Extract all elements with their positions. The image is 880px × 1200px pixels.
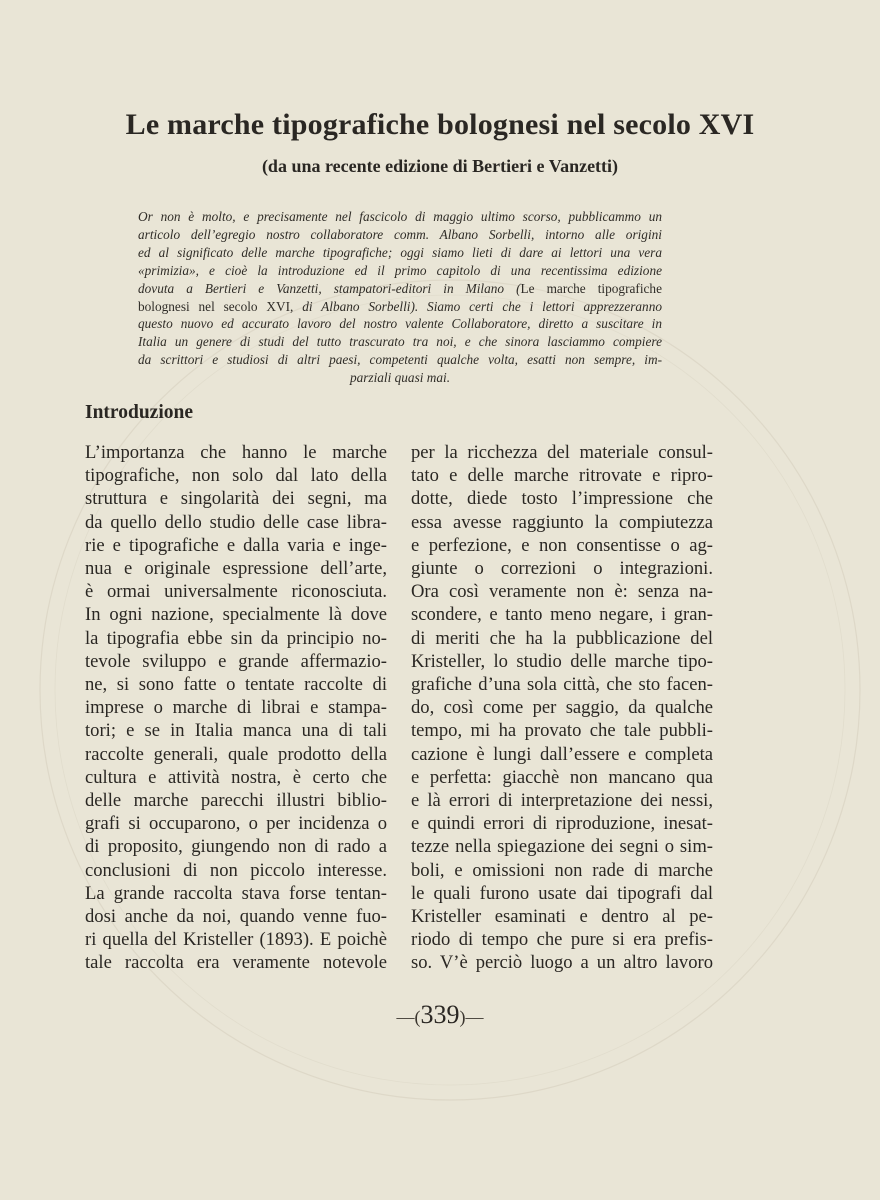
book-title-fragment: bolognesi nel secolo XVI,: [138, 298, 294, 314]
text-line: tevole sviluppo e grande affermazio-: [85, 650, 387, 672]
text-line: tipografiche, non solo dal lato della: [85, 465, 387, 487]
page-number-ornament-left: —(: [396, 1007, 421, 1027]
editorial-note: [138, 208, 662, 387]
text-line: Kristeller esaminati e dentro al pe-: [411, 906, 713, 928]
note-fragment: di Albano Sorbelli). Siamo certi che i lettori apprezzeranno: [293, 298, 662, 314]
left-text-column: [85, 441, 387, 975]
text-line: cazione è lungi dall’essere e completa: [411, 743, 713, 765]
text-line: tori; e se in Italia manca una di tali: [85, 720, 387, 742]
page-number-value: 339: [420, 1000, 460, 1029]
text-line: cultura e attività nostra, è certo che: [85, 766, 387, 788]
text-line: so. V’è perciò luogo a un altro lavoro: [411, 952, 713, 974]
text-line: L’importanza che hanno le marche: [85, 442, 387, 463]
note-line: da scrittori e studiosi di altri paesi, competenti qualche volta, esatti non sempre, im-: [138, 352, 662, 368]
text-line: ri quella del Kristeller (1893). E poichè: [85, 929, 387, 951]
note-line: Or non è molto, e precisamente nel fascicolo di maggio ultimo scorso, pubblicammo un: [138, 209, 662, 224]
text-line: tato e delle marche ritrovate e ripro-: [411, 465, 713, 487]
text-line: di proposito, giungendo non di rado a: [85, 836, 387, 858]
text-line: dosi anche da noi, quando venne fuo-: [85, 906, 387, 928]
text-line: Ora così veramente non è: senza na-: [411, 581, 713, 603]
text-line: boli, e omissioni non rade di marche: [411, 859, 713, 881]
text-line: le quali furono usate dai tipografi dal: [411, 882, 713, 904]
text-line: delle marche parecchi illustri biblio-: [85, 790, 387, 812]
note-line: «primizia», e cioè la introduzione ed il primo capitolo di una recentissima edizione: [138, 262, 662, 278]
text-line: e quindi errori di riproduzione, inesat-: [411, 813, 713, 835]
text-line: essa avesse raggiunto la compiutezza: [411, 511, 713, 533]
text-line: tale raccolta era veramente notevole: [85, 952, 387, 974]
note-line: questo nuovo ed accurato lavoro del nostro valente Collaboratore, diretto a suscitare in: [138, 316, 662, 332]
text-line: Kristeller, lo studio delle marche tipo-: [411, 650, 713, 672]
text-line: nua e originale espressione dell’arte,: [85, 558, 387, 580]
text-line: da quello dello studio delle case libra-: [85, 511, 387, 533]
text-line: e là errori di interpretazione dei nessi,: [411, 790, 713, 812]
text-line: giunte o correzioni o integrazioni.: [411, 558, 713, 580]
book-title-fragment: Le marche tipografiche: [520, 280, 662, 296]
text-line: tezze nella spiegazione dei segni o sim-: [411, 836, 713, 858]
text-line: La grande raccolta stava forse tentan-: [85, 882, 387, 904]
text-line: scondere, e tanto meno negare, i gran-: [411, 604, 713, 626]
text-line: dotte, diede tosto l’impressione che: [411, 488, 713, 510]
text-line: riodo di tempo che pure si era prefis-: [411, 929, 713, 951]
text-line: struttura e singolarità dei segni, ma: [85, 488, 387, 510]
note-line: Italia un genere di studi del tutto trascurato tra noi, e che sinora lasciammo compiere: [138, 334, 662, 350]
article-subtitle: (da una recente edizione di Bertieri e Vanzetti): [261, 156, 619, 176]
right-text-column: [411, 441, 713, 975]
text-line: imprese o marche di librai e stampa-: [85, 697, 387, 719]
note-line: [138, 298, 662, 316]
text-line: per la ricchezza del materiale consul-: [411, 442, 713, 463]
note-fragment: dovuta a Bertieri e Vanzetti, stampatori-editori in Milano (: [138, 280, 521, 296]
text-line: è ormai universalmente riconosciuta.: [85, 581, 387, 603]
text-line: la tipografia ebbe sin da principio no-: [85, 627, 387, 649]
note-line: [138, 280, 662, 298]
page-number-ornament-right: )—: [459, 1007, 484, 1027]
article-title: Le marche tipografiche bolognesi nel secolo XVI: [125, 108, 755, 141]
note-line: articolo dell’egregio nostro collaboratore comm. Albano Sorbelli, intorno alle origini: [138, 226, 662, 242]
text-line: do, così come per saggio, da qualche: [411, 697, 713, 719]
text-line: e perfezione, e non consentisse o ag-: [411, 534, 713, 556]
text-line: rie e tipografiche e dalla varia e inge-: [85, 534, 387, 556]
text-line: grafi si occuparono, o per incidenza o: [85, 813, 387, 835]
note-line: parziali quasi mai.: [349, 370, 451, 386]
note-line: ed al significato delle marche tipografiche; oggi siamo lieti di dare ai lettori una vera: [138, 244, 662, 260]
text-line: conclusioni di non piccolo interesse.: [85, 859, 387, 881]
text-line: tempo, mi ha provato che tale pubbli-: [411, 720, 713, 742]
page-number: [40, 1000, 840, 1030]
text-line: raccolte generali, quale prodotto della: [85, 743, 387, 765]
text-line: ne, si sono fatte o tentate raccolte di: [85, 674, 387, 696]
text-line: grafiche d’una sola città, che sto facen-: [411, 674, 713, 696]
text-line: di meriti che ha la pubblicazione del: [411, 627, 713, 649]
text-line: In ogni nazione, specialmente là dove: [85, 604, 387, 626]
section-heading: Introduzione: [85, 402, 193, 423]
text-line: e perfetta: giacchè non mancano qua: [411, 766, 713, 788]
